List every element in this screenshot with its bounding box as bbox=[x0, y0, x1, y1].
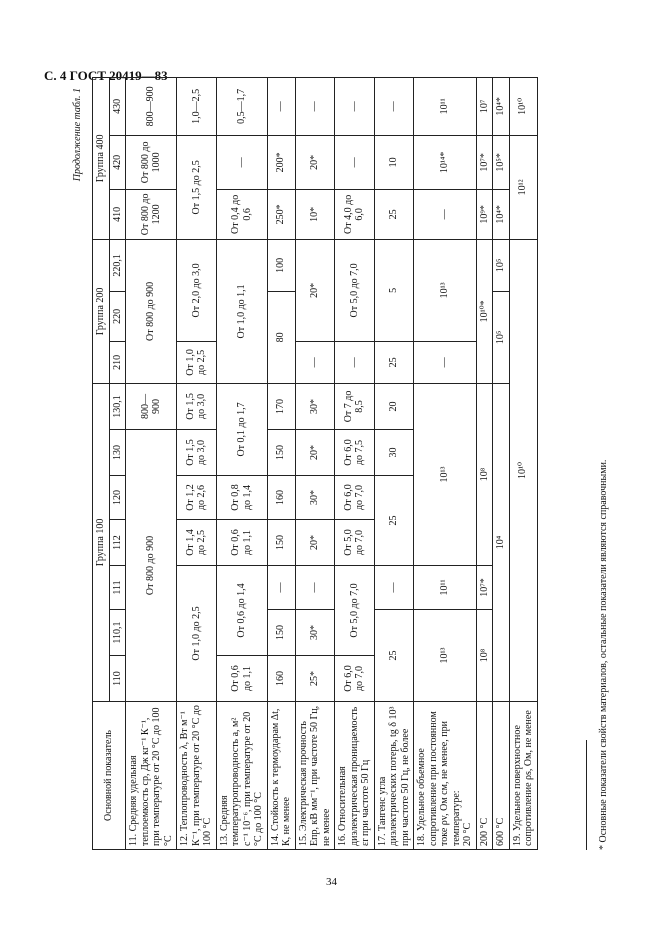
table-cell: 10¹⁰ bbox=[509, 239, 537, 701]
sub-header: 111 bbox=[109, 566, 126, 610]
col-header: Основной показатель bbox=[93, 702, 126, 850]
row-label: 19. Удельное поверхностное сопротивление ρs, Ом, не менее bbox=[509, 702, 537, 850]
table-cell: 10 bbox=[374, 135, 414, 189]
table-cell: От 1,4 до 2,5 bbox=[177, 520, 217, 566]
table-cell: 10¹¹ bbox=[414, 77, 477, 135]
table-cell: — bbox=[216, 135, 267, 189]
table-cell: 160 bbox=[267, 476, 295, 520]
sub-header: 430 bbox=[109, 77, 126, 135]
table-cell: — bbox=[414, 341, 477, 383]
row-label: 17. Тангенс угла диэлектрических потерь, tg δ 10³ при частоте 50 Гц, не более bbox=[374, 702, 414, 850]
sub-header: 130,1 bbox=[109, 383, 126, 429]
table-cell: — bbox=[335, 135, 375, 189]
table-cell: 100 bbox=[267, 239, 295, 291]
table-cell: 10* bbox=[295, 189, 335, 239]
row-label: 18. Удельное объемное сопротивление при постоянном токе ρv, Ом см, не менее, при температуре: 20 °С bbox=[414, 702, 477, 850]
table-cell: 10⁵ bbox=[493, 239, 510, 291]
table-cell: От 6,0 до 7,5 bbox=[335, 430, 375, 476]
table-cell: 150 bbox=[267, 430, 295, 476]
table-cell: 10⁹* bbox=[476, 189, 493, 239]
sub-header: 420 bbox=[109, 135, 126, 189]
table-cell: — bbox=[295, 341, 335, 383]
row-label: 16. Относительная диэлектрическая проницаемость εr при частоте 50 Гц bbox=[335, 702, 375, 850]
row-label: 15. Электрическая прочность Eпр, кВ мм⁻¹, при частоте 50 Гц, не менее bbox=[295, 702, 335, 850]
table-cell: От 7 до 8,5 bbox=[335, 383, 375, 429]
table-cell: 10⁷* bbox=[476, 135, 493, 189]
table-cell: — bbox=[267, 566, 295, 610]
table-cell: 10⁸ bbox=[476, 383, 493, 565]
table-cell: 25* bbox=[295, 656, 335, 702]
table-cell: 10¹⁴* bbox=[414, 135, 477, 189]
table-cell: 25 bbox=[374, 189, 414, 239]
table-cell: 20* bbox=[295, 239, 335, 341]
footnote: * Основные показатели свойств материалов, остальные показатели являются справочными. bbox=[598, 459, 609, 850]
table-cell: 10⁵* bbox=[493, 135, 510, 189]
table-cell: 20* bbox=[295, 520, 335, 566]
sub-header: 220 bbox=[109, 291, 126, 341]
table-cell: — bbox=[267, 77, 295, 135]
temp-label: 200 °С bbox=[476, 702, 493, 850]
row-label: 11. Средняя удельная теплоемкость cp, Дж кг⁻¹ К⁻¹, при температуре от 20 °С до 100 °С bbox=[126, 702, 177, 850]
table-cell: 10¹³ bbox=[414, 383, 477, 565]
table-cell: 10⁴ bbox=[493, 383, 510, 701]
table-cell: 200* bbox=[267, 135, 295, 189]
table-cell: 20* bbox=[295, 430, 335, 476]
table-cell: От 1,0 до 2,5 bbox=[177, 341, 217, 383]
table-cell: От 5,0 до 7,0 bbox=[335, 566, 375, 656]
table-cell: 30* bbox=[295, 383, 335, 429]
table-cell: — bbox=[414, 189, 477, 239]
table-cell: 0,5—1,7 bbox=[216, 77, 267, 135]
table-cell: 25 bbox=[374, 476, 414, 566]
table-cell: От 800 до 900 bbox=[126, 239, 177, 383]
table-cell: 250* bbox=[267, 189, 295, 239]
table-cell: 10¹¹ bbox=[414, 566, 477, 610]
sub-header: 220,1 bbox=[109, 239, 126, 291]
sub-header: 112 bbox=[109, 520, 126, 566]
table-cell: От 4,0 до 6,0 bbox=[335, 189, 375, 239]
table-cell: 25 bbox=[374, 610, 414, 702]
continuation-label: Продолжение табл. 1 bbox=[72, 88, 83, 182]
table-cell: От 0,6 до 1,1 bbox=[216, 520, 267, 566]
table-cell: — bbox=[374, 77, 414, 135]
table-cell: 10⁴* bbox=[493, 77, 510, 135]
table-cell: 10¹³ bbox=[414, 610, 477, 702]
table-cell: 25 bbox=[374, 341, 414, 383]
table-cell: От 0,6 до 1,1 bbox=[216, 656, 267, 702]
table-cell: 10¹² bbox=[509, 135, 537, 239]
table-cell: От 800 до 900 bbox=[126, 430, 177, 702]
table-cell: 800—900 bbox=[126, 383, 177, 429]
table-cell: От 1,5 до 3,0 bbox=[177, 430, 217, 476]
table-cell: 800—900 bbox=[126, 77, 177, 135]
footnote-rule bbox=[586, 740, 587, 850]
rotated-table-area bbox=[58, 78, 630, 850]
table-cell: От 5,0 до 7,0 bbox=[335, 239, 375, 341]
table-cell: — bbox=[374, 566, 414, 610]
properties-table bbox=[92, 77, 538, 850]
table-cell: От 2,0 до 3,0 bbox=[177, 239, 217, 341]
table-cell: 10⁷* bbox=[476, 566, 493, 610]
table-cell: 30 bbox=[374, 430, 414, 476]
table-cell: 150 bbox=[267, 610, 295, 656]
table-cell: От 800 до 1200 bbox=[126, 189, 177, 239]
sub-header: 130 bbox=[109, 430, 126, 476]
table-cell: От 1,0 до 2,5 bbox=[177, 566, 217, 702]
row-label: 12. Теплопроводность λ, Вт м⁻¹ К⁻¹, при температуре от 20 °С до 100 °С bbox=[177, 702, 217, 850]
table-cell: 20* bbox=[295, 135, 335, 189]
table-cell: От 0,8 до 1,4 bbox=[216, 476, 267, 520]
table-cell: 10⁵ bbox=[493, 291, 510, 383]
page-number: 34 bbox=[326, 876, 337, 888]
sub-header: 110,1 bbox=[109, 610, 126, 656]
table-cell: От 1,5 до 3,0 bbox=[177, 383, 217, 429]
group-header: Группа 400 bbox=[93, 77, 110, 239]
group-header: Группа 200 bbox=[93, 239, 110, 383]
table-cell: 150 bbox=[267, 520, 295, 566]
table-cell: 170 bbox=[267, 383, 295, 429]
table-cell: — bbox=[295, 77, 335, 135]
table-cell: От 6,0 до 7,0 bbox=[335, 656, 375, 702]
sub-header: 410 bbox=[109, 189, 126, 239]
row-label: 13. Средняя температуропроводность a, м² с⁻¹ 10⁻⁶, при температуре от 20 °С до 100 °С bbox=[216, 702, 267, 850]
table-cell: 5 bbox=[374, 239, 414, 341]
table-cell: 10⁸ bbox=[476, 610, 493, 702]
table-cell: От 1,0 до 1,1 bbox=[216, 239, 267, 383]
table-cell: От 1,5 до 2,5 bbox=[177, 135, 217, 239]
table-cell: — bbox=[295, 566, 335, 610]
table-cell: От 1,2 до 2,6 bbox=[177, 476, 217, 520]
table-cell: От 6,0 до 7,0 bbox=[335, 476, 375, 520]
temp-label: 600 °С bbox=[493, 702, 510, 850]
temp-label: 20 °С bbox=[462, 822, 473, 846]
table-cell: 10⁷ bbox=[476, 77, 493, 135]
sub-header: 110 bbox=[109, 656, 126, 702]
table-cell: От 0,6 до 1,4 bbox=[216, 566, 267, 656]
table-cell: От 0,4 до 0,6 bbox=[216, 189, 267, 239]
table-cell: 80 bbox=[267, 291, 295, 383]
group-header: Группа 100 bbox=[93, 383, 110, 701]
table-cell: 10¹³ bbox=[414, 239, 477, 341]
table-cell: — bbox=[335, 341, 375, 383]
table-cell: — bbox=[335, 77, 375, 135]
table-cell: 30* bbox=[295, 476, 335, 520]
table-cell: 20 bbox=[374, 383, 414, 429]
table-cell: 160 bbox=[267, 656, 295, 702]
table-cell: 1,0—2,5 bbox=[177, 77, 217, 135]
table-cell: 10⁴* bbox=[493, 189, 510, 239]
table-cell: 10¹⁰* bbox=[476, 239, 493, 383]
sub-header: 210 bbox=[109, 341, 126, 383]
table-cell: От 0,1 до 1,7 bbox=[216, 383, 267, 475]
row-label: 14. Стойкость к термоударам Δt, К, не менее bbox=[267, 702, 295, 850]
table-cell: От 5,0 до 7,0 bbox=[335, 520, 375, 566]
sub-header: 120 bbox=[109, 476, 126, 520]
page-header: С. 4 ГОСТ 20419—83 bbox=[44, 68, 168, 83]
table-cell: 10¹⁰ bbox=[509, 77, 537, 135]
table-cell: От 800 до 1000 bbox=[126, 135, 177, 189]
table-cell: 30* bbox=[295, 610, 335, 656]
